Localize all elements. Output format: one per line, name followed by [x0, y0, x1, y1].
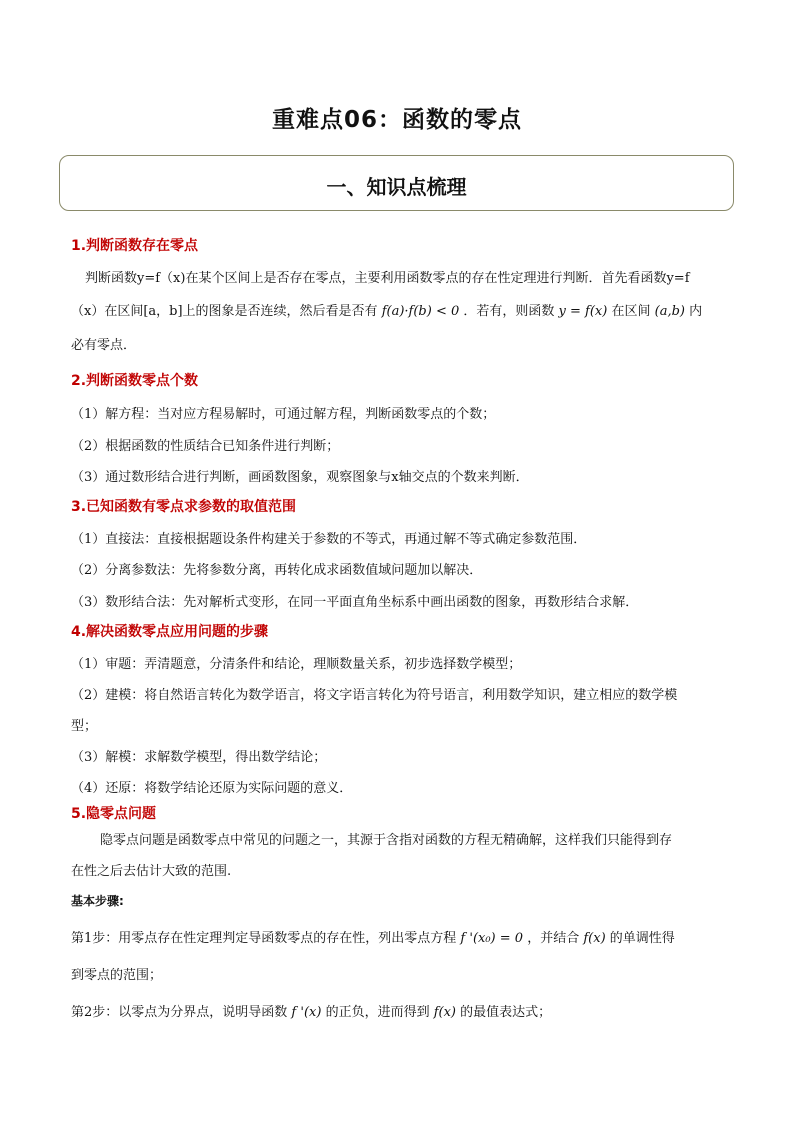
- s1-line-1: 判断函数y=f（x)在某个区间上是否存在零点，主要利用函数零点的存在性定理进行判断．首先看函数y=f: [85, 271, 690, 286]
- s2-heading: 2.判断函数零点个数: [71, 373, 199, 389]
- s1-line-2c: 在区间: [611, 304, 651, 319]
- s5-heading: 5.隐零点问题: [71, 806, 157, 822]
- s3-item-2: （2）分离参数法：先将参数分离，再转化成求函数值域问题加以解决．: [71, 563, 483, 578]
- section-heading: 一、知识点梳理: [326, 175, 467, 199]
- s4-item-2a: （2）建模：将自然语言转化为数学语言，将文字语言转化为符号语言，利用数学知识，建立相应的数学模: [71, 688, 678, 703]
- s1-math-1: f(a)·f(b) < 0: [381, 304, 460, 319]
- s5-step-1a: 第1步：用零点存在性定理判定导函数零点的存在性，列出零点方程: [71, 931, 457, 946]
- s4-item-4: （4）还原：将数学结论还原为实际问题的意义．: [71, 781, 353, 796]
- s5-step-2a: 第2步：以零点为分界点，说明导函数: [71, 1005, 288, 1020]
- s5-step-2b: 的正负，进而得到: [325, 1005, 430, 1020]
- s5-step-1b: ，并结合: [527, 931, 580, 946]
- s1-heading: 1.判断函数存在零点: [71, 238, 199, 254]
- s5-step-2: [71, 1001, 551, 1020]
- s5-step-1-math-2: f(x): [583, 931, 606, 946]
- s4-heading: 4.解决函数零点应用问题的步骤: [71, 624, 269, 640]
- s5-para-2: 在性之后去估计大致的范围.: [71, 864, 232, 879]
- s3-item-1: （1）直接法：直接根据题设条件构建关于参数的不等式，再通过解不等式确定参数范围．: [71, 532, 587, 547]
- s2-item-2: （2）根据函数的性质结合已知条件进行判断；: [71, 439, 340, 454]
- section-header-box: [59, 155, 734, 211]
- s5-step-2c: 的最值表达式；: [460, 1005, 552, 1020]
- s4-item-1: （1）审题：弄清题意，分清条件和结论，理顺数量关系，初步选择数学模型；: [71, 657, 522, 672]
- s5-step-1-math-1: f '(x₀) = 0: [460, 931, 524, 946]
- s3-heading: 3.已知函数有零点求参数的取值范围: [71, 499, 297, 515]
- s1-math-3: (a,b): [654, 304, 685, 319]
- s1-line-2: [71, 300, 702, 319]
- s1-line-2d: 内: [689, 304, 703, 319]
- s1-math-2: y = f(x): [558, 304, 608, 319]
- s1-line-3: 必有零点．: [71, 338, 137, 353]
- s1-line-2a: （x）在区间[a，b]上的图象是否连续，然后看是否有: [71, 304, 378, 319]
- s5-steps-label: 基本步骤:: [71, 894, 124, 908]
- s5-step-1d: 到零点的范围；: [71, 968, 163, 983]
- page-title: 重难点06：函数的零点: [271, 107, 522, 133]
- s5-step-2-math-2: f(x): [433, 1005, 457, 1020]
- s3-item-3: （3）数形结合法：先对解析式变形，在同一平面直角坐标系中画出函数的图象，再数形结合求解．: [71, 595, 639, 610]
- s5-step-2-math-1: f '(x): [291, 1005, 322, 1020]
- s1-line-2b: ．若有，则函数: [463, 304, 555, 319]
- s4-item-3: （3）解模：求解数学模型，得出数学结论；: [71, 750, 327, 765]
- s4-item-2b: 型；: [71, 719, 98, 734]
- s2-item-1: （1）解方程：当对应方程易解时，可通过解方程，判断函数零点的个数；: [71, 407, 496, 422]
- s5-para-1: 隐零点问题是函数零点中常见的问题之一，其源于含指对函数的方程无精确解，这样我们只能得到存: [100, 833, 673, 848]
- s5-step-1c: 的单调性得: [609, 931, 675, 946]
- s5-step-1: [71, 927, 675, 946]
- s2-item-3: （3）通过数形结合进行判断，画函数图象，观察图象与x轴交点的个数来判断．: [71, 470, 529, 485]
